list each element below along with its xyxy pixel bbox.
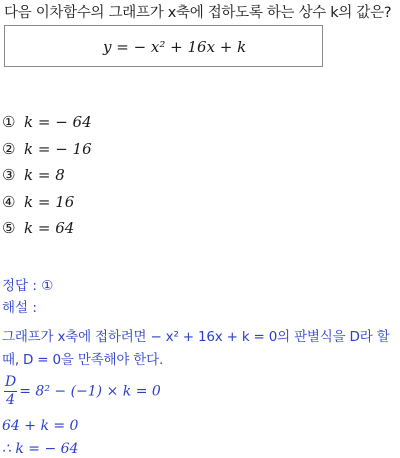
solution-line-5: ∴ k = − 64 (2, 441, 79, 457)
solution-line-3-rest: = 8² − (−1) × k = 0 (19, 383, 161, 400)
solution-line-3 (4, 374, 161, 409)
question-text: 다음 이차함수의 그래프가 x축에 접하도록 하는 상수 k의 값은? (4, 5, 392, 21)
answer-text: 정답 : ① (2, 278, 54, 294)
choice-text: k = 64 (24, 219, 75, 237)
solution-line-2: 때, D = 0을 만족해야 한다. (2, 352, 164, 368)
fraction-numerator: D (5, 374, 17, 390)
choice-marker: ⑤ (2, 219, 16, 237)
equation-text: y = − x² + 16x + k (103, 38, 247, 56)
choice-marker: ① (2, 113, 16, 131)
choice-marker: ③ (2, 166, 16, 184)
choice-5 (2, 219, 74, 237)
choice-3 (2, 166, 65, 184)
choice-4 (2, 193, 74, 211)
equation-box (4, 25, 323, 67)
choice-text: k = − 16 (24, 140, 92, 158)
choice-text: k = 8 (24, 166, 65, 184)
choice-text: k = 16 (24, 193, 75, 211)
choice-text: k = − 64 (24, 113, 92, 131)
fraction-denominator: 4 (6, 392, 16, 408)
solution-label: 해설 : (2, 300, 37, 316)
choice-marker: ② (2, 140, 16, 158)
solution-line-1: 그래프가 x축에 접하려면 − x² + 16x + k = 0의 판별식을 D라 할 (2, 329, 390, 345)
choice-marker: ④ (2, 193, 16, 211)
discriminant-fraction (4, 374, 17, 409)
choice-2 (2, 140, 92, 158)
solution-line-4: 64 + k = 0 (2, 418, 79, 434)
choice-1 (2, 113, 92, 131)
